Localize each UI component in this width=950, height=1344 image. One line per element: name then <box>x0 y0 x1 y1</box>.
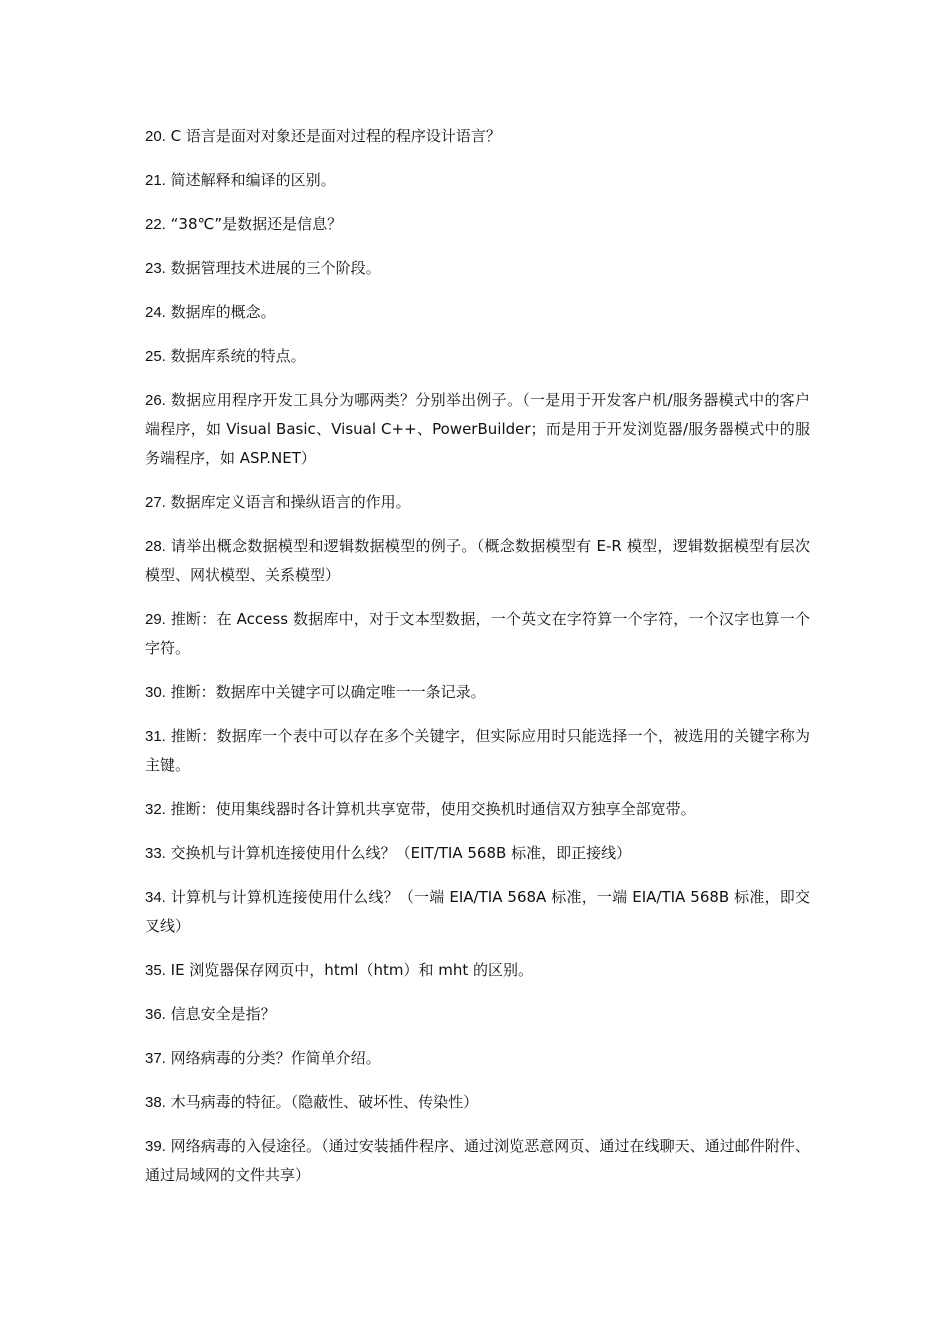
question-text: 推断：数据库中关键字可以确定唯一一条记录。 <box>170 683 486 701</box>
question-22 <box>145 210 810 239</box>
question-27 <box>145 488 810 517</box>
question-text: 木马病毒的特征。（隐蔽性、破坏性、传染性） <box>170 1093 479 1111</box>
question-number: 21. <box>145 172 166 189</box>
question-23 <box>145 254 810 283</box>
question-38 <box>145 1088 810 1117</box>
question-36 <box>145 1000 810 1029</box>
question-text: 信息安全是指？ <box>170 1005 276 1023</box>
question-number: 29. <box>145 611 166 628</box>
question-text: 数据库系统的特点。 <box>170 347 306 365</box>
question-text: 数据库的概念。 <box>170 303 276 321</box>
question-number: 25. <box>145 348 166 365</box>
question-text: “38℃”是数据还是信息？ <box>170 215 343 233</box>
question-number: 31. <box>145 728 166 745</box>
question-text: 交换机与计算机连接使用什么线？（EIT/TIA 568B 标准，即正接线） <box>170 844 632 862</box>
question-20 <box>145 122 810 151</box>
question-35 <box>145 956 810 985</box>
question-28 <box>145 532 810 590</box>
question-text: 推断：在 Access 数据库中，对于文本型数据，一个英文在字符算一个字符，一个汉字也算一个字符。 <box>145 610 810 657</box>
question-number: 35. <box>145 962 166 979</box>
question-number: 22. <box>145 216 166 233</box>
question-30 <box>145 678 810 707</box>
question-text: C 语言是面对对象还是面对过程的程序设计语言？ <box>170 127 501 145</box>
question-29 <box>145 605 810 663</box>
question-number: 37. <box>145 1050 166 1067</box>
question-37 <box>145 1044 810 1073</box>
question-text: 网络病毒的分类？作简单介绍。 <box>170 1049 381 1067</box>
question-number: 24. <box>145 304 166 321</box>
question-number: 36. <box>145 1006 166 1023</box>
question-31 <box>145 722 810 780</box>
question-21 <box>145 166 810 195</box>
question-26 <box>145 386 810 473</box>
question-32 <box>145 795 810 824</box>
question-text: 推断：使用集线器时各计算机共享宽带，使用交换机时通信双方独享全部宽带。 <box>170 800 696 818</box>
question-text: 数据应用程序开发工具分为哪两类？分别举出例子。（一是用于开发客户机/服务器模式中的客户端程序，如 Visual Basic、Visual C++、PowerBuilder；而是用于开发浏览器/服务器模式中的服务端程序，如 ASP.NET） <box>145 391 810 467</box>
question-text: 数据库定义语言和操纵语言的作用。 <box>170 493 411 511</box>
question-number: 27. <box>145 494 166 511</box>
question-text: 简述解释和编译的区别。 <box>170 171 336 189</box>
question-list <box>145 122 810 1205</box>
question-number: 30. <box>145 684 166 701</box>
question-text: 推断：数据库一个表中可以存在多个关键字，但实际应用时只能选择一个，被选用的关键字称为主键。 <box>145 727 810 774</box>
question-number: 23. <box>145 260 166 277</box>
question-24 <box>145 298 810 327</box>
question-25 <box>145 342 810 371</box>
question-text: 数据管理技术进展的三个阶段。 <box>170 259 381 277</box>
question-number: 33. <box>145 845 166 862</box>
question-text: IE 浏览器保存网页中，html（htm）和 mht 的区别。 <box>170 961 534 979</box>
question-number: 38. <box>145 1094 166 1111</box>
question-number: 34. <box>145 889 166 906</box>
question-33 <box>145 839 810 868</box>
question-number: 26. <box>145 392 166 409</box>
question-text: 请举出概念数据模型和逻辑数据模型的例子。（概念数据模型有 E-R 模型，逻辑数据模型有层次模型、网状模型、关系模型） <box>145 537 810 584</box>
question-number: 32. <box>145 801 166 818</box>
question-number: 20. <box>145 128 166 145</box>
question-39 <box>145 1132 810 1190</box>
question-text: 计算机与计算机连接使用什么线？（一端 EIA/TIA 568A 标准，一端 EIA/TIA 568B 标准，即交叉线） <box>145 888 810 935</box>
question-number: 39. <box>145 1138 166 1155</box>
question-text: 网络病毒的入侵途径。（通过安装插件程序、通过浏览恶意网页、通过在线聊天、通过邮件附件、通过局域网的文件共享） <box>145 1137 810 1184</box>
question-number: 28. <box>145 538 166 555</box>
question-34 <box>145 883 810 941</box>
